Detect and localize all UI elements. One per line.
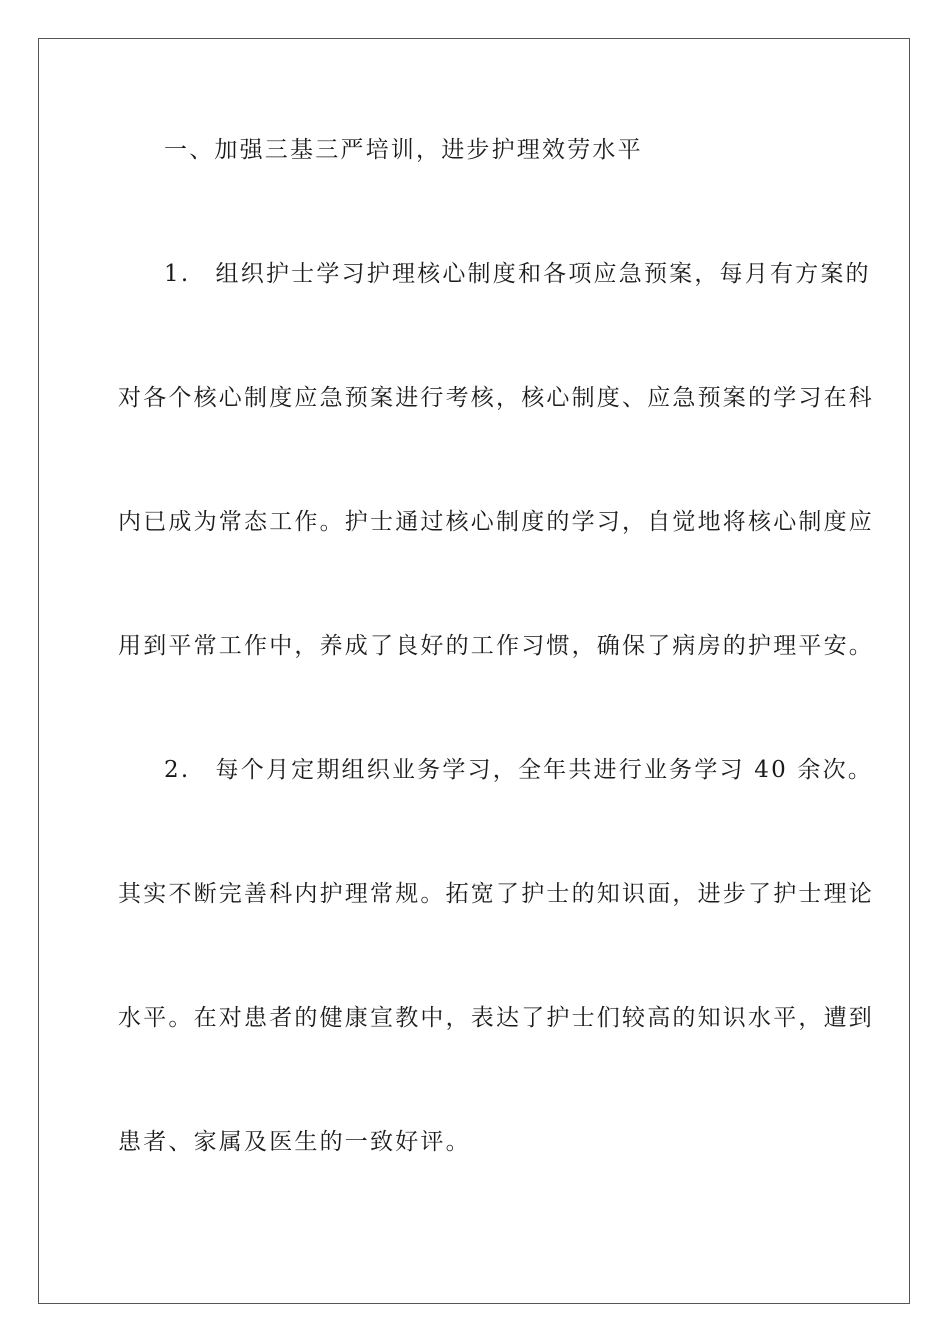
paragraph-1-line-1: 1. 组织护士学习护理核心制度和各项应急预案，每月有方案的 (164, 261, 871, 287)
paragraph-2-line-2: 其实不断完善科内护理常规。拓宽了护士的知识面，进步了护士理论 (118, 881, 874, 907)
paragraph-1-line-3: 内已成为常态工作。护士通过核心制度的学习，自觉地将核心制度应 (118, 509, 874, 535)
paragraph-1-line-4: 用到平常工作中，养成了良好的工作习惯，确保了病房的护理平安。 (118, 633, 874, 659)
paragraph-2-line-1: 2. 每个月定期组织业务学习，全年共进行业务学习 40 余次。 (164, 757, 874, 783)
paragraph-2-line-3: 水平。在对患者的健康宣教中，表达了护士们较高的知识水平，遭到 (118, 1005, 874, 1031)
page-frame (38, 38, 910, 1304)
paragraph-1-line-2: 对各个核心制度应急预案进行考核，核心制度、应急预案的学习在科 (118, 385, 874, 411)
paragraph-2-line-4: 患者、家属及医生的一致好评。 (118, 1129, 471, 1155)
section-heading: 一、加强三基三严培训，进步护理效劳水平 (164, 137, 643, 163)
